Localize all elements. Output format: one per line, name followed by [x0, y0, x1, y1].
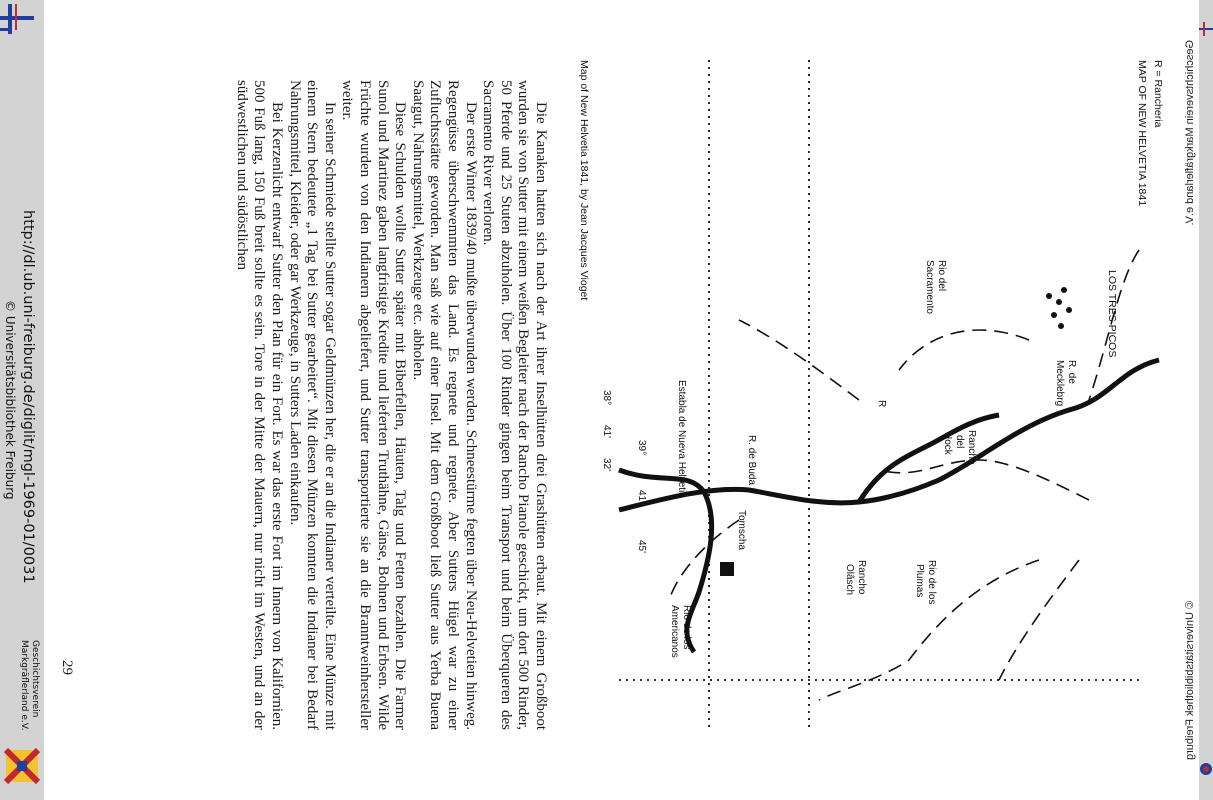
- viewer-footer: [0, 0, 44, 800]
- label-rio-del-sacramento-2: Sacramento: [924, 260, 935, 314]
- label-rio-de-los-americanos-1: Rio de los: [681, 605, 692, 650]
- left-footer-bar: [0, 0, 44, 800]
- archive-name-line1: Geschichtsverein: [30, 640, 40, 718]
- right-scroll-rail[interactable]: [1199, 0, 1213, 800]
- label-lat-41b: 41': [601, 425, 612, 439]
- copyright-notice: © Universitätsbibliothek Freiburg: [3, 300, 17, 500]
- label-rio-de-los-plumas-2: Plumas: [914, 564, 925, 598]
- label-rio-de-los-americanos-2: Americanos: [669, 605, 680, 658]
- archive-name-line2: Markgräflerland e.V.: [19, 640, 29, 731]
- crest-icon-right: [1199, 752, 1213, 786]
- paragraph-3: Diese Schulden wollte Sutter später mit Biberfellen, Häuten, Talg und Fetten bezahlen. Die Farmer Sunol und Martinez gaben langfristige Kredite und lieferten Truthähne, Gänse, Bohnen und Erbsen. Wilde Früchte wurden von den Indianern abgeliefert, und Sutter transportierte sie an die Branntweinhersteller weiter.: [339, 80, 409, 730]
- label-r-de-mecklebrg-2: Mecklebrg: [1054, 360, 1065, 407]
- page-number: 29: [59, 660, 75, 675]
- dashed-boundaries: [669, 250, 1139, 700]
- label-los-tres-picos: LOS TRES PICOS: [1106, 270, 1118, 358]
- body-text: [79, 80, 549, 730]
- left-footer-rotated: [0, 0, 44, 800]
- paragraph-1: Die Kanaken hatten sich nach der Art ihrer Inselhütten drei Grashütten erbaut. Mit einem Großboot wurden sie von Sutter mit einem weißen Begleiter nach der Rancho Pianole geschickt, um dort 500 Rinder, 50 Pferde und 25 Stuten abzuholen. Über 100 Rinder gingen beim Transport und beim Überqueren des Sacramento River verloren.: [480, 80, 549, 730]
- label-tomscha: Tomscha: [736, 510, 747, 551]
- label-lat-41: 41': [636, 490, 647, 504]
- page-header-left: Geschichtsverein Markgräflerland e.V.: [1184, 40, 1196, 226]
- label-lat-45: 45': [636, 540, 647, 554]
- label-establa: Establa de Nueva Helvetia: [676, 380, 687, 498]
- library-logo-icon-right: [1199, 22, 1213, 36]
- map-caption: Map of New Helvetia 1841, by Jean Jacques Vioget: [578, 60, 590, 301]
- map-title: MAP OF NEW HELVETIA 1841: [1136, 60, 1148, 207]
- new-helvetia-map: [578, 40, 1179, 740]
- label-r-marker: R: [876, 400, 887, 408]
- paragraph-4: In seiner Schmiede stellte Sutter sogar Geldmünzen her, die er an die Indianer verteilte. Eine Münze mit einem Stern bedeutete „1 Tag bei Sutter gearbeitet“. Mit diesen Münzen konnten die Indianer bei Bedarf Nahrungsmittel, Kleider, oder gar Werkzeuge, in Sutters Laden einkaufen.: [286, 80, 338, 730]
- document-page: [44, 0, 1199, 800]
- label-rio-del-sacramento-1: Rio del: [936, 260, 947, 292]
- label-lat-39: 39°: [636, 440, 647, 456]
- crest-icon: [4, 748, 40, 784]
- permalink-url[interactable]: http://dl.ub.uni-freiburg.de/diglit/mgl-1969-01/0031: [20, 210, 36, 584]
- label-rancho-olasch-1: Rancho: [856, 560, 867, 595]
- paragraph-2: Der erste Winter 1839/40 mußte überwunden werden. Schneestürme fegten über Neu-Helvetien hinweg. Regengüsse überschwemmten das Land. Es regnete und regnete. Aber Sutters Hügel war zu einer Zufluchtsstätte geworden. Man saß wie auf einer Insel. Mit dem Großboot ließ Sutter aus Yerba Buena Saatgut, Nahrungsmittel, Werkzeuge etc. abholen.: [409, 80, 479, 730]
- label-rancho-del-hock-3: Hock: [942, 432, 953, 455]
- label-rio-de-los-plumas-1: Rio de los: [926, 560, 937, 605]
- page-rotated-content: [44, 0, 1199, 800]
- label-r-de-mecklebrg-1: R. de: [1066, 360, 1077, 384]
- page-inner: [44, 0, 1199, 800]
- label-lat-32: 32': [601, 458, 612, 472]
- tres-picos-mountains: [1046, 287, 1072, 329]
- label-rancho-olasch-2: Olâsch: [844, 564, 855, 596]
- fort-sutter-marker: [720, 562, 734, 576]
- label-r-de-buda: R. de Buda: [746, 435, 757, 486]
- page-header-right: © Universitätsbibliothek Freiburg: [1184, 600, 1196, 760]
- label-rancho-del-hock-2: del: [954, 435, 965, 449]
- library-logo-icon: [0, 0, 34, 36]
- paragraph-5: Bei Kerzenlicht entwarf Sutter den Plan für ein Fort. Es war das erste Fort im Innern von Kalifornien. 500 Fuß lang, 150 Fuß breit sollte es sein. Tore in der Mitte der Mauern, nur nicht im Westen, und an der südwestlichen und südöstlichen: [233, 80, 286, 730]
- label-rancho-del-hock-1: Rancho: [966, 430, 977, 465]
- map-legend: R = Rancheria: [1152, 60, 1164, 128]
- label-lat-38: 38°: [601, 390, 612, 406]
- archive-name: [18, 640, 40, 731]
